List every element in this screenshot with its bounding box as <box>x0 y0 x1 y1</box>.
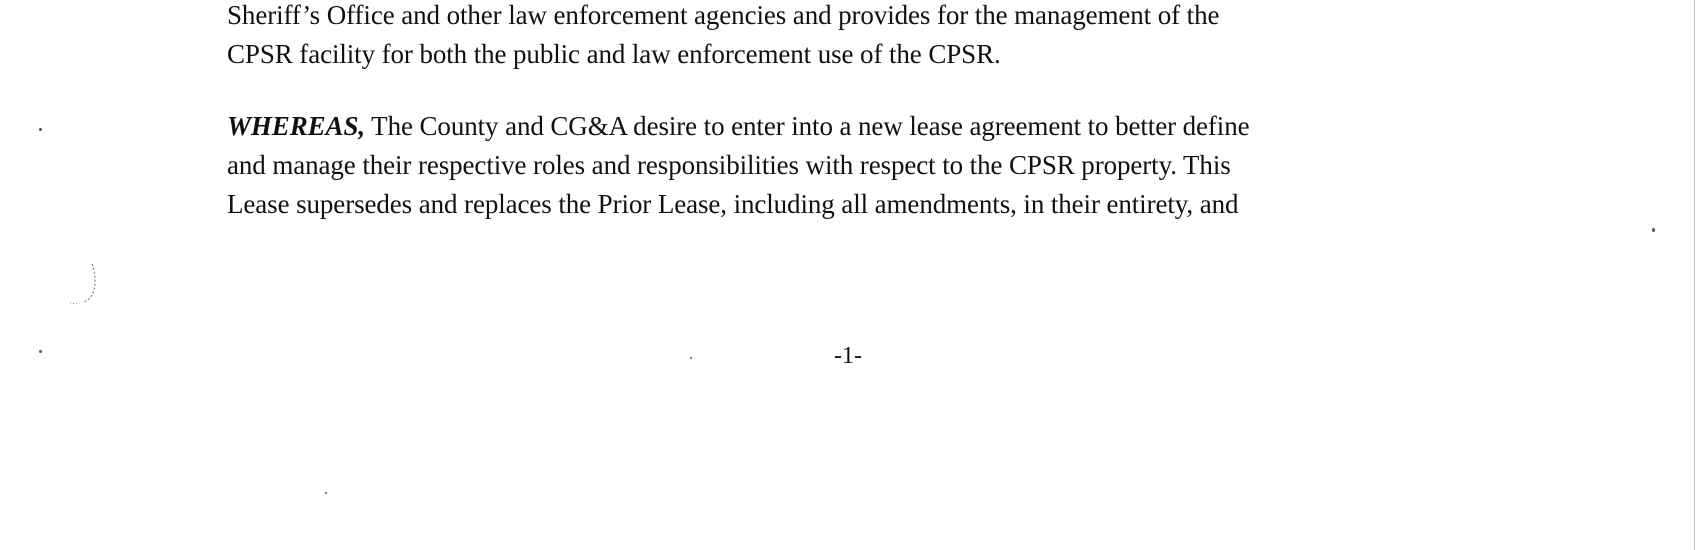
paragraph-line-text: The County and CG&A desire to enter into a new lease agreement to better define <box>365 111 1250 141</box>
whereas-lead-term: WHEREAS, <box>227 111 366 141</box>
paragraph-line: and manage their respective roles and responsibilities with respect to the CPSR property. This <box>227 150 1231 180</box>
scan-speck <box>39 350 42 353</box>
page-number: -1- <box>834 343 862 369</box>
paragraph-line: Lease supersedes and replaces the Prior Lease, including all amendments, in their entirety, and <box>227 189 1239 219</box>
scan-speck <box>39 128 42 131</box>
paragraph-whereas <box>227 107 1547 224</box>
paragraph-line: CPSR facility for both the public and law enforcement use of the CPSR. <box>227 39 1001 69</box>
paragraph-first-line <box>227 107 1547 146</box>
scan-speck <box>325 492 327 494</box>
page-edge-line <box>1694 0 1695 550</box>
paragraph-sheriff-office <box>227 0 1547 74</box>
paragraph-line: Sheriff’s Office and other law enforcement agencies and provides for the management of the <box>227 0 1220 30</box>
scan-speck <box>1652 228 1655 232</box>
scan-smudge-mark <box>62 258 102 308</box>
scan-speck <box>690 357 692 359</box>
